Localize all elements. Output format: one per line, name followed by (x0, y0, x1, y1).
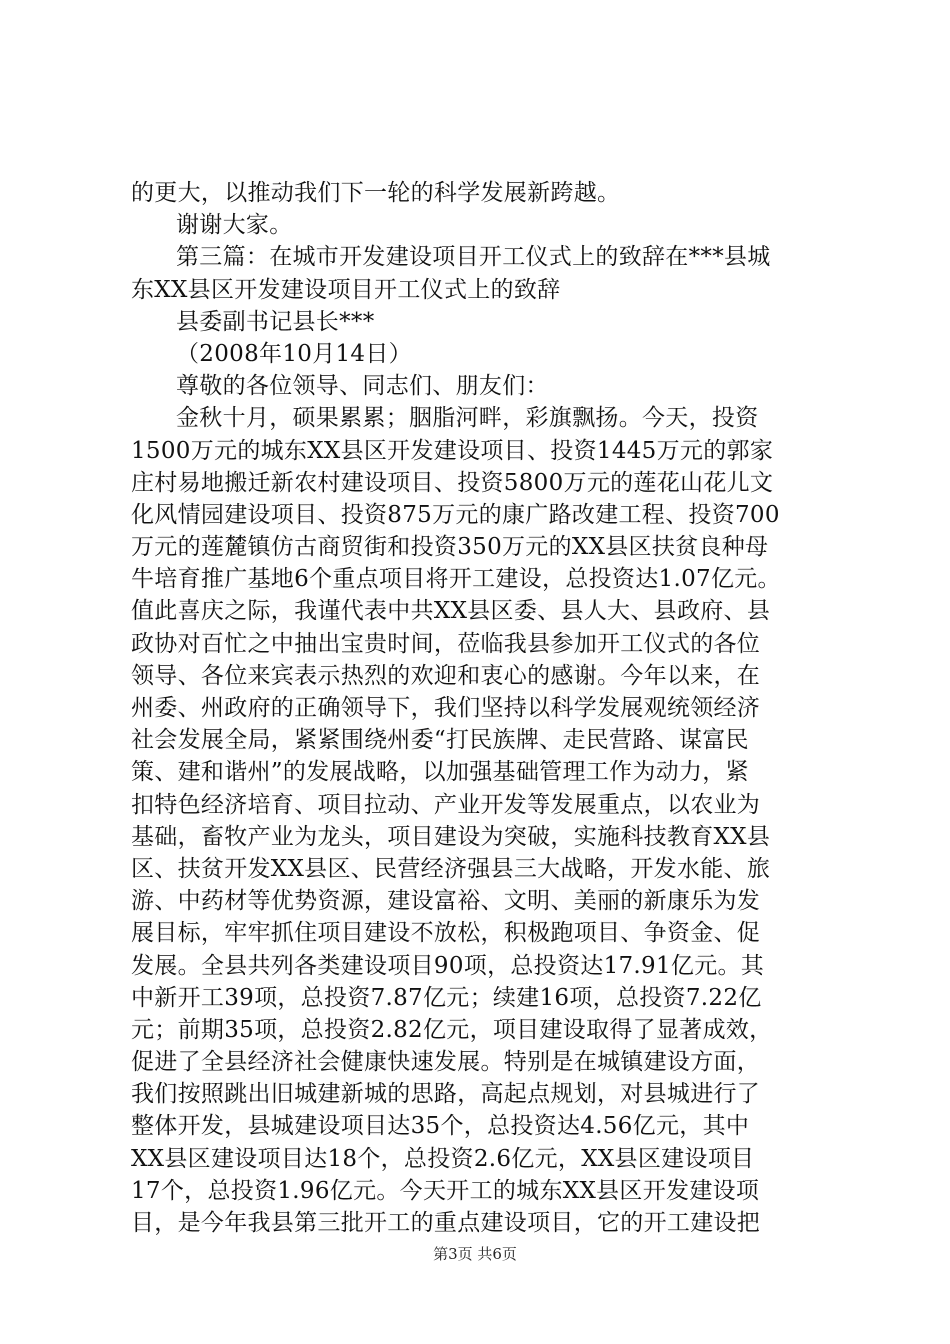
text-line: 谢谢大家。 (176, 212, 293, 239)
text-line: 东XX县区开发建设项目开工仪式上的致辞 (131, 276, 561, 303)
text-line: 区、扶贫开发XX县区、民营经济强县三大战略，开发水能、旅 (131, 855, 771, 882)
text-line: 17个，总投资1.96亿元。今天开工的城东XX县区开发建设项 (131, 1177, 760, 1204)
text-line: 游、中药材等优势资源，建设富裕、文明、美丽的新康乐为发 (131, 888, 761, 915)
text-line: 庄村易地搬迁新农村建设项目、投资5800万元的莲花山花儿文 (131, 469, 774, 496)
text-line: 值此喜庆之际，我谨代表中共XX县区委、县人大、县政府、县 (131, 598, 771, 625)
text-line: 社会发展全局，紧紧围绕州委“打民族牌、走民营路、谋富民 (131, 727, 749, 754)
text-line: 目，是今年我县第三批开工的重点建设项目，它的开工建设把 (131, 1210, 761, 1236)
text-line: 发展。全县共列各类建设项目90项，总投资达17.91亿元。其 (131, 952, 765, 979)
text-line: 尊敬的各位领导、同志们、朋友们： (176, 373, 549, 400)
text-line: 中新开工39项，总投资7.87亿元；续建16项，总投资7.22亿 (131, 984, 762, 1011)
text-line: 万元的莲麓镇仿古商贸街和投资350万元的XX县区扶贫良种母 (131, 534, 769, 561)
text-line: 元；前期35项，总投资2.82亿元，项目建设取得了显著成效， (131, 1016, 773, 1043)
text-line: 牛培育推广基地6个重点项目将开工建设，总投资达1.07亿元。 (131, 566, 781, 593)
text-line: 策、建和谐州”的发展战略，以加强基础管理工作为动力，紧 (131, 759, 749, 786)
text-line: 政协对百忙之中抽出宝贵时间，莅临我县参加开工仪式的各位 (131, 630, 761, 657)
page-footer: 第3页 共6页 (433, 1245, 517, 1263)
text-line: 扣特色经济培育、项目拉动、产业开发等发展重点，以农业为 (131, 791, 761, 818)
text-line: 第三篇：在城市开发建设项目开工仪式上的致辞在***县城 (176, 244, 771, 271)
text-line: 领导、各位来宾表示热烈的欢迎和衷心的感谢。今年以来，在 (131, 662, 761, 689)
text-line: 州委、州政府的正确领导下，我们坚持以科学发展观统领经济 (131, 695, 761, 721)
text-line: 化风情园建设项目、投资875万元的康广路改建工程、投资700 (131, 501, 780, 528)
text-line: 基础，畜牧产业为龙头，项目建设为突破，实施科技教育XX县 (131, 823, 771, 850)
document-body (131, 177, 831, 1239)
text-line: 我们按照跳出旧城建新城的思路，高起点规划，对县城进行了 (131, 1081, 761, 1108)
text-line: 1500万元的城东XX县区开发建设项目、投资1445万元的郭家 (131, 437, 774, 464)
text-line: 展目标，牢牢抓住项目建设不放松，积极跑项目、争资金、促 (131, 920, 761, 947)
text-line: 整体开发，县城建设项目达35个，总投资达4.56亿元，其中 (131, 1113, 750, 1140)
text-line: 金秋十月，硕果累累；胭脂河畔，彩旗飘扬。今天，投资 (176, 405, 759, 432)
text-line: （2008年10月14日） (176, 340, 412, 367)
text-line: 促进了全县经济社会健康快速发展。特别是在城镇建设方面， (131, 1049, 761, 1076)
text-line: 县委副书记县长*** (176, 308, 375, 335)
text-line: XX县区建设项目达18个，总投资2.6亿元，XX县区建设项目 (131, 1145, 755, 1172)
text-line: 的更大，以推动我们下一轮的科学发展新跨越。 (131, 180, 621, 206)
